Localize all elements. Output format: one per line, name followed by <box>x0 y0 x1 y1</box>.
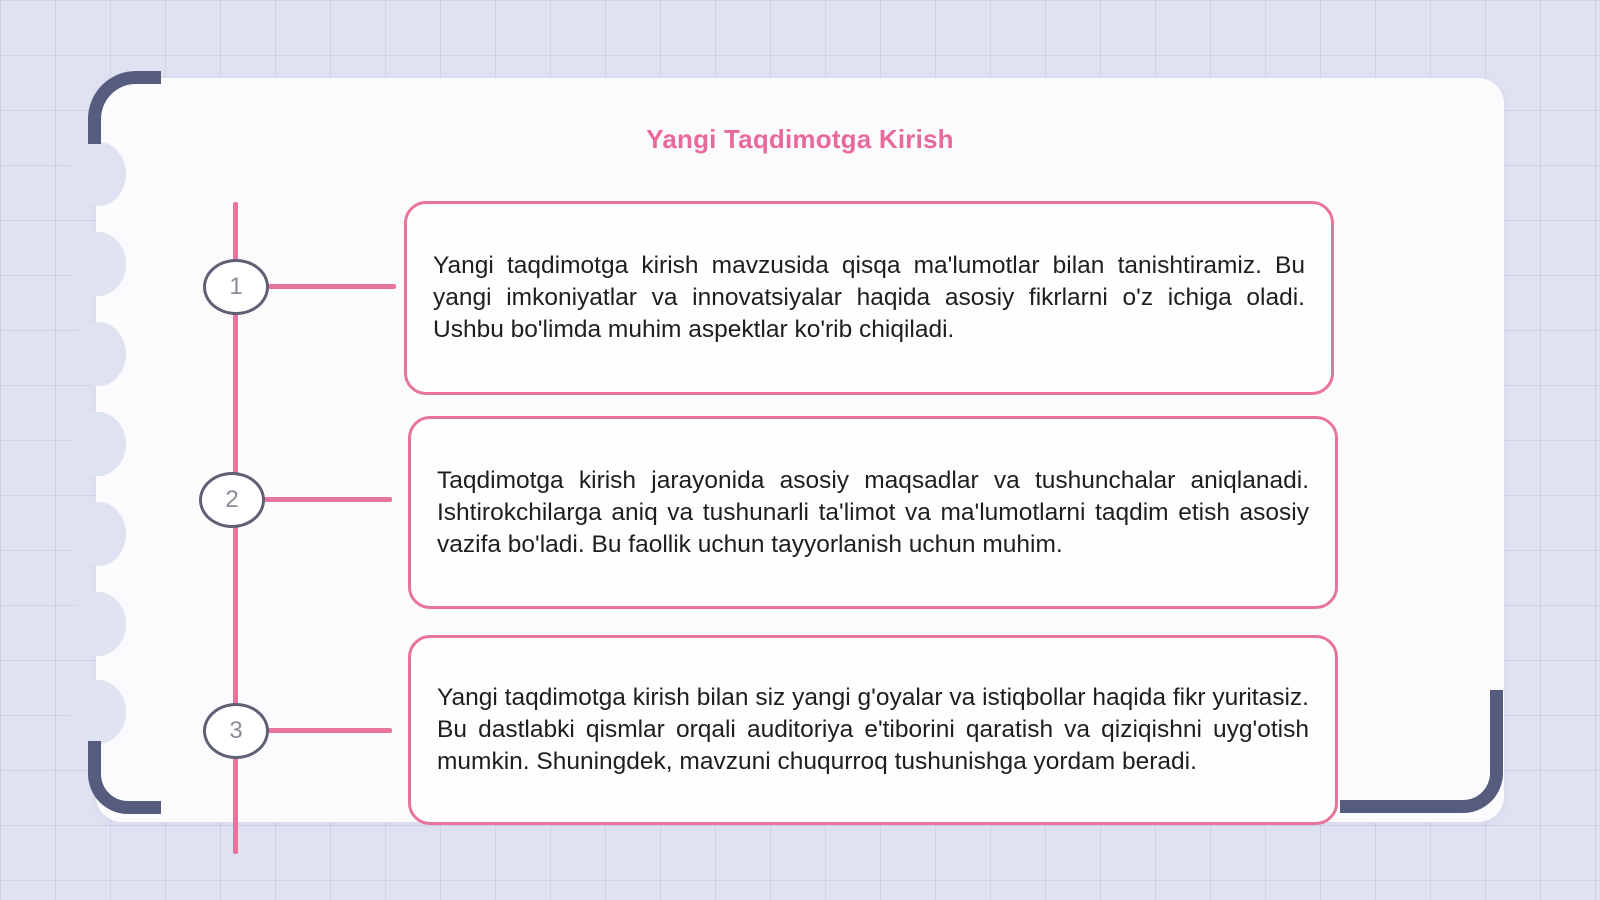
timeline-connector <box>264 497 392 502</box>
paper-edge-notch <box>70 680 126 744</box>
paper-edge-notch <box>70 502 126 566</box>
paper-edge-notch <box>70 592 126 656</box>
timeline-card <box>408 635 1338 825</box>
card-text: Yangi taqdimotga kirish mavzusida qisqa ma'lumotlar bilan tanishtiramiz. Bu yangi imkoniyatlar va innovatsiyalar haqida asosiy fikrlarni o'z ichiga oladi. Ushbu bo'limda muhim aspektlar ko'rib chiqiladi. <box>433 252 1305 343</box>
marker-number: 1 <box>229 273 243 300</box>
slide-title: Yangi Taqdimotga Kirish <box>646 124 954 154</box>
timeline-connector <box>268 728 392 733</box>
marker-number: 3 <box>229 717 243 744</box>
paper-edge-notch <box>70 412 126 476</box>
paper-edge-notch <box>70 232 126 296</box>
marker-number: 2 <box>225 486 239 513</box>
timeline-marker <box>203 259 269 315</box>
timeline-marker <box>199 472 265 528</box>
timeline-marker <box>203 703 269 759</box>
card-text: Taqdimotga kirish jarayonida asosiy maqsadlar va tushunchalar aniqlanadi. Ishtirokchilarga aniq va tushunarli ta'limot va ma'lumotlarni taqdim etish asosiy vazifa bo'ladi. Bu faollik uchun tayyorlanish uchun muhim. <box>437 466 1309 558</box>
timeline-card <box>408 416 1338 609</box>
paper-edge-notch <box>70 322 126 386</box>
card-text: Yangi taqdimotga kirish bilan siz yangi g'oyalar va istiqbollar haqida fikr yuritasiz. Bu dastlabki qismlar orqali auditoriya e'tiborini qaratish va qiziqishni uyg'otish mumkin. Shuningdek, mavzuni chuqurroq tushunishga yordam beradi. <box>437 684 1309 775</box>
timeline-connector <box>268 284 396 289</box>
timeline-card <box>404 201 1334 395</box>
corner-bracket-bottom-right <box>1340 690 1503 813</box>
